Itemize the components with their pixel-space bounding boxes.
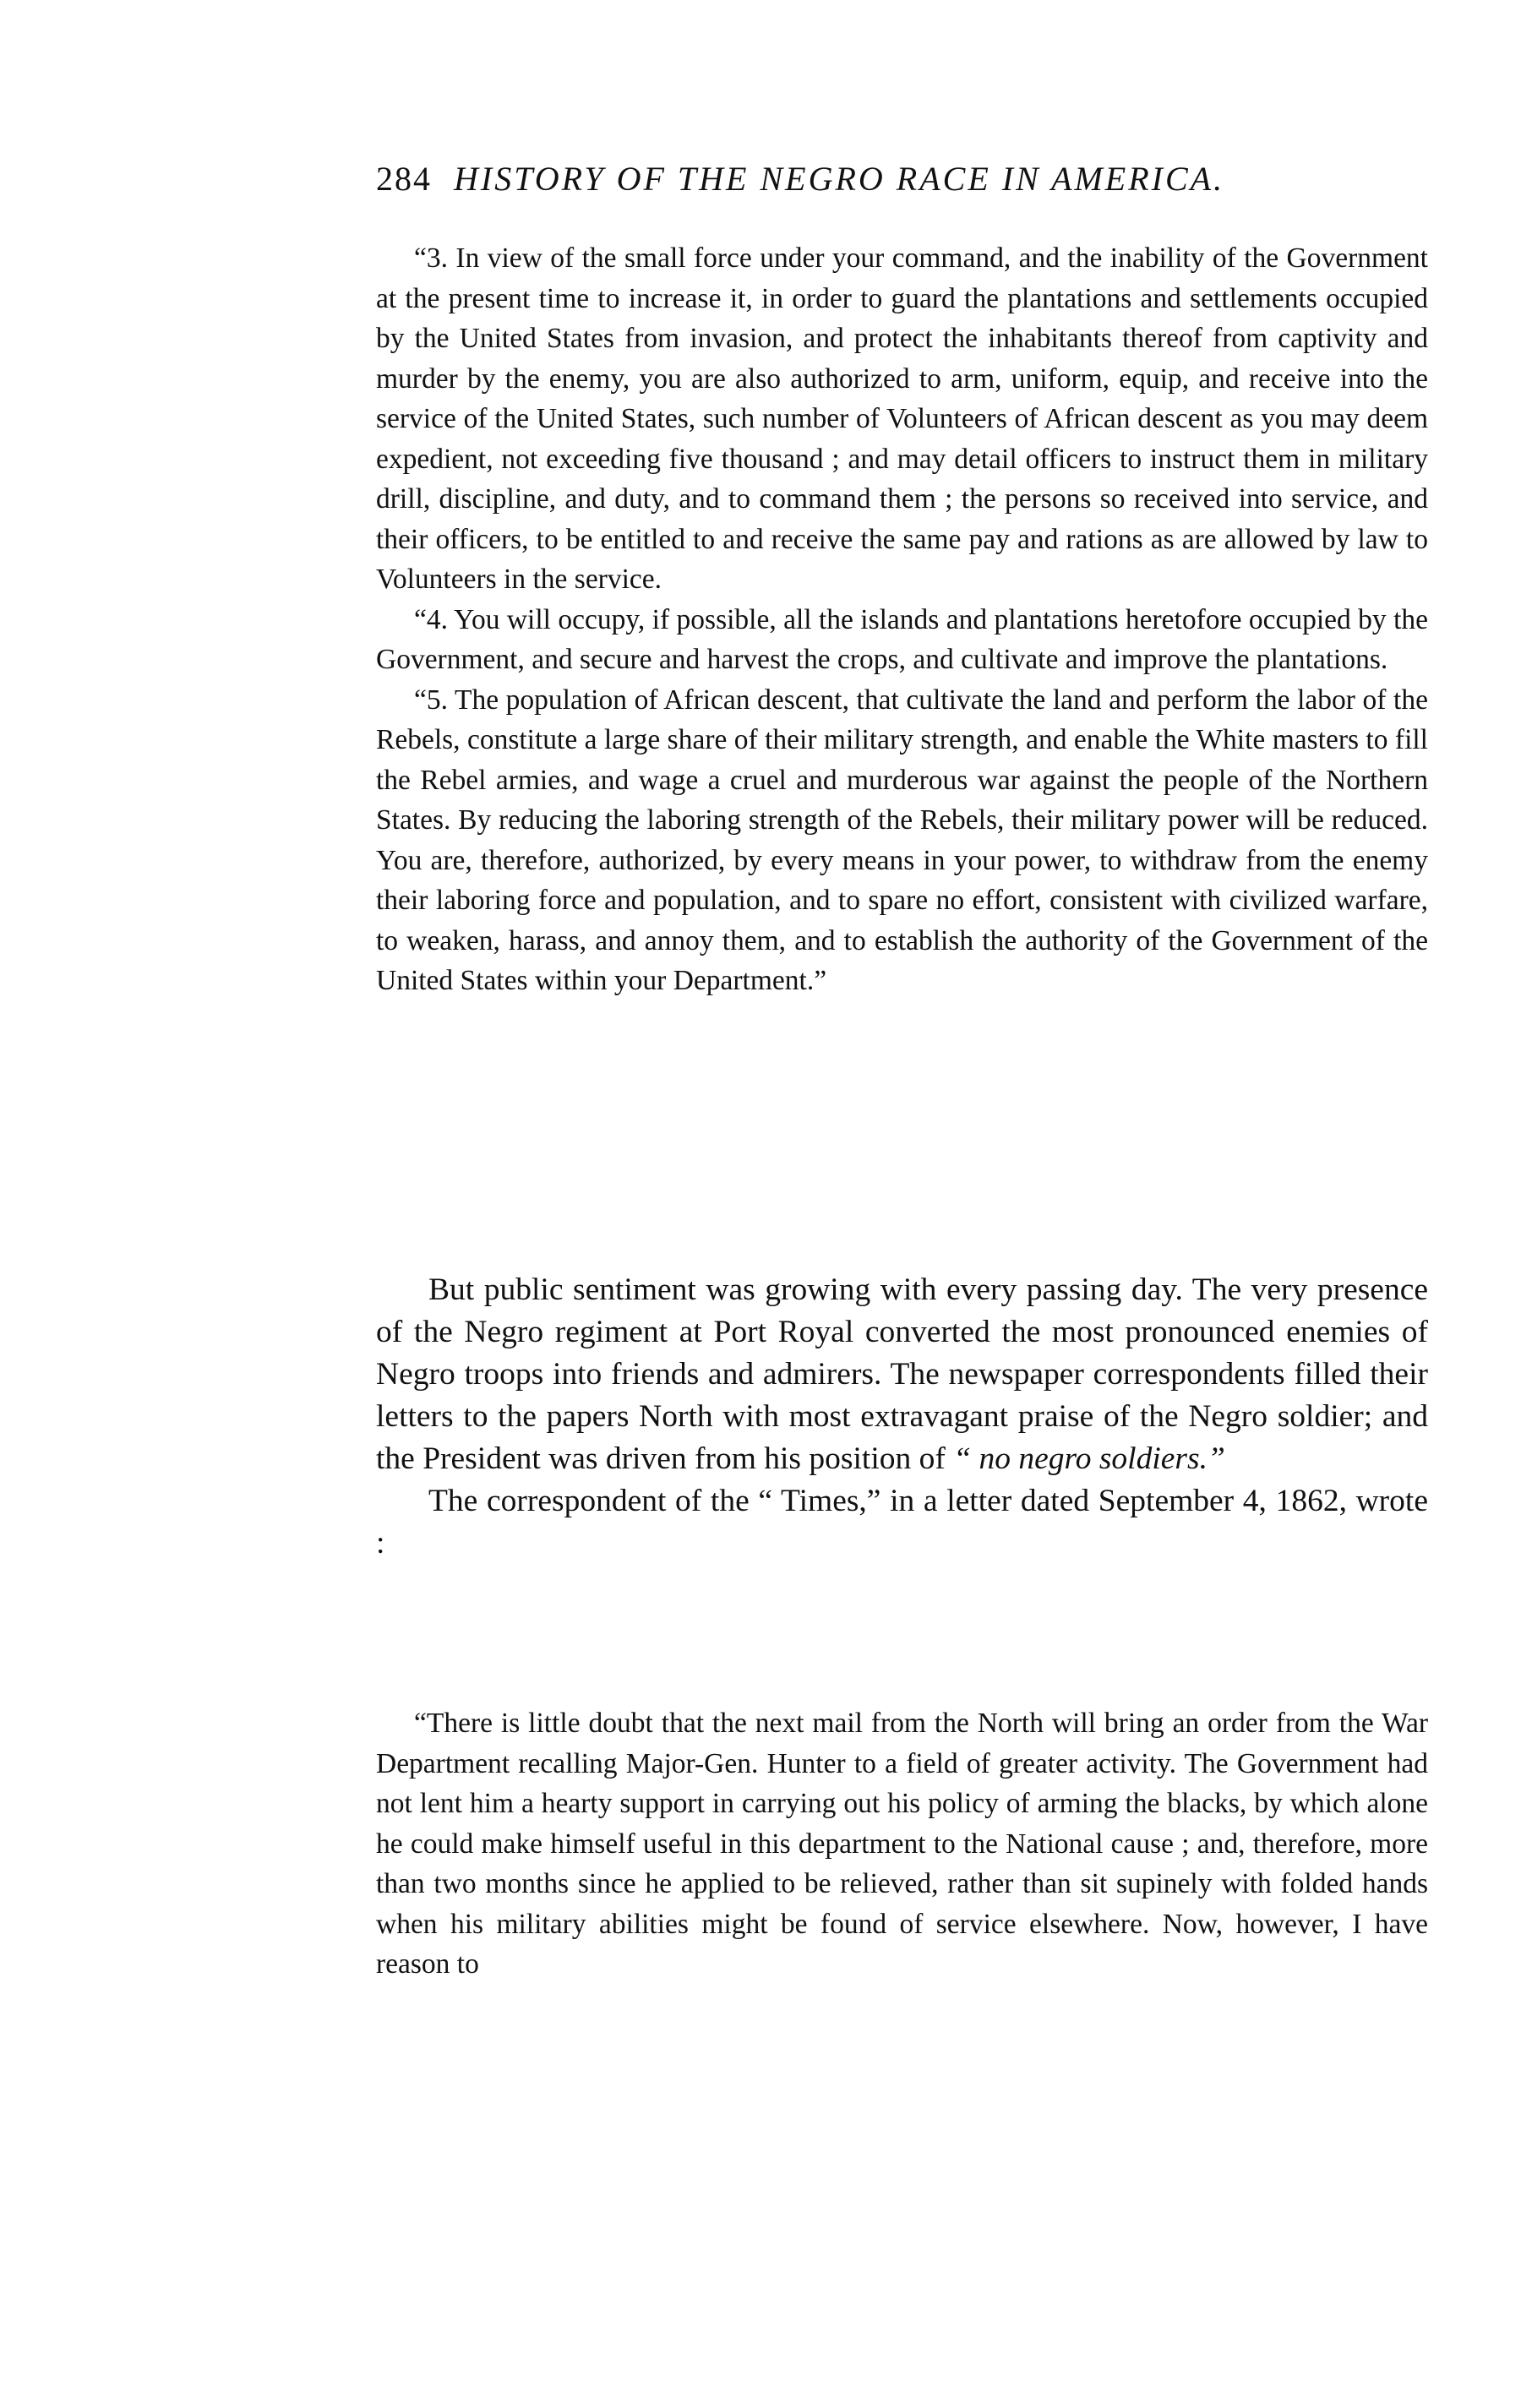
running-title: HISTORY OF THE NEGRO RACE IN AMERICA. xyxy=(454,160,1225,198)
body-text xyxy=(376,1269,1428,1565)
page-number: 284 xyxy=(376,160,432,198)
body-paragraph-public-sentiment xyxy=(376,1269,1428,1480)
body-paragraph-text: But public sentiment was growing with every passing day. The very presence of the Negro regiment at Port Royal converted the most pronounced enemies of Negro troops into friends and admirers. The newspaper correspondents filled their letters to the papers North with most extravagant praise of the Negro soldier; and the President was driven from his position of xyxy=(376,1272,1428,1476)
times-quote-block xyxy=(376,1703,1428,1985)
instructions-quote-block xyxy=(376,238,1428,1001)
quote-paragraph-4: “4. You will occupy, if possible, all the islands and plantations heretofore occupied by the Government, and secure and harvest the crops, and cultivate and improve the plantations. xyxy=(376,603,1428,675)
times-quote-paragraph: “There is little doubt that the next mail from the North will bring an order from the War Department recalling Major-Gen. Hunter to a field of greater activity. The Government had not lent him a hearty support in carrying out his policy of arming the blacks, by which alone he could make himself useful in this department to the National cause ; and, therefore, more than two months since he applied to be relieved, rather than sit supinely with folded hands when his military abilities might be found of service elsewhere. Now, however, I have reason to xyxy=(376,1708,1428,1980)
quote-paragraph-5: “5. The population of African descent, that cultivate the land and perform the labor of the Rebels, constitute a large share of their military strength, and enable the White masters to fill the Rebel armies, and wage a cruel and murderous war against the people of the Northern States. By reducing the laboring strength of the Rebels, their military power will be reduced. You are, therefore, authorized, by every means in your power, to withdraw from the enemy their laboring force and population, and to spare no effort, consistent with civilized warfare, to weaken, harass, and annoy them, and to establish the authority of the Government of the United States within your Department.” xyxy=(376,684,1428,996)
italic-phrase: “ no negro soldiers.” xyxy=(953,1441,1225,1476)
body-paragraph-correspondent: The correspondent of the “ Times,” in a letter dated September 4, 1862, wrote : xyxy=(376,1484,1428,1561)
quote-paragraph-3: “3. In view of the small force under your command, and the inability of the Government at the present time to increase it, in order to guard the plantations and settlements occupied by the United States from invasion, and protect the inhabitants thereof from captivity and murder by the enemy, you are also authorized to arm, uniform, equip, and receive into the service of the United States, such number of Volunteers of African descent as you may deem expedient, not exceeding five thousand ; and may detail officers to instruct them in military drill, discipline, and duty, and to command them ; the persons so received into service, and their officers, to be entitled to and receive the same pay and rations as are allowed by law to Volunteers in the service. xyxy=(376,242,1428,595)
running-head xyxy=(376,159,1428,199)
